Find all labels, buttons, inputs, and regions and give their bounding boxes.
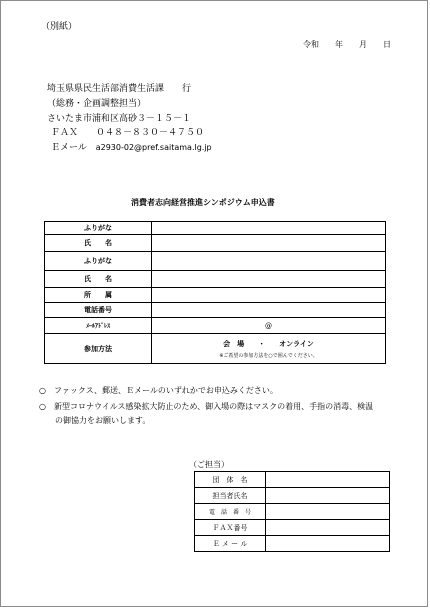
participation-method-field[interactable] <box>152 334 386 364</box>
contact-fax-field[interactable] <box>266 520 390 536</box>
email-address: a2930-02@pref.saitama.lg.jp <box>95 143 212 152</box>
participation-note: ※ご希望の参加方法を○で囲んでください。 <box>219 352 318 359</box>
furigana-field-2[interactable] <box>152 252 386 271</box>
contact-name-field[interactable] <box>266 488 390 504</box>
participation-options: 会 場 ・ オンライン <box>223 339 314 348</box>
table-row <box>195 472 390 488</box>
form-title: 消費者志向経営推進シンポジウム申込書 <box>131 198 275 207</box>
application-form-table <box>44 221 386 364</box>
table-row <box>195 504 390 520</box>
name-field-1[interactable] <box>152 235 386 252</box>
phone-field[interactable] <box>152 303 386 318</box>
row-label: Ｅ メ ー ル <box>195 536 266 552</box>
row-label: 参加方法 <box>45 334 152 364</box>
table-row <box>45 222 386 235</box>
note-line-1: ○ ファックス、郵送、Ｅメールのいずれかでお申込みください。 <box>39 386 278 395</box>
contact-phone-field[interactable] <box>266 504 390 520</box>
contact-email-field[interactable] <box>266 536 390 552</box>
row-label: 電 話 番 号 <box>195 504 266 520</box>
attachment-label: （別紙） <box>41 22 78 32</box>
email-label: Ｅメール <box>51 143 87 153</box>
affiliation-field[interactable] <box>152 288 386 303</box>
row-label: 団 体 名 <box>195 472 266 488</box>
date-line: 令和 年 月 日 <box>303 40 391 49</box>
row-label: 所 属 <box>45 288 152 303</box>
row-label: ふりがな <box>45 252 152 271</box>
table-row <box>195 520 390 536</box>
furigana-field-1[interactable] <box>152 222 386 235</box>
email-line <box>51 140 212 153</box>
row-label: 氏 名 <box>45 271 152 288</box>
table-row <box>45 252 386 271</box>
department: （総務・企画調整担当） <box>47 99 147 109</box>
table-row <box>45 271 386 288</box>
table-row <box>195 488 390 504</box>
note-line-3: の御協力をお願いします。 <box>39 416 151 425</box>
table-row <box>195 536 390 552</box>
row-label: ﾒｰﾙｱﾄﾞﾚｽ <box>45 318 152 334</box>
table-row <box>45 235 386 252</box>
row-label: 氏 名 <box>45 235 152 252</box>
table-row <box>45 303 386 318</box>
name-field-2[interactable] <box>152 271 386 288</box>
email-field[interactable]: @ <box>152 318 386 334</box>
contact-title: （ご担当） <box>189 460 229 469</box>
contact-table <box>194 471 390 552</box>
row-label: 電話番号 <box>45 303 152 318</box>
row-label: ＦＡＸ番号 <box>195 520 266 536</box>
street-address: さいたま市浦和区高砂３－１５－１ <box>47 114 192 124</box>
row-label: ふりがな <box>45 222 152 235</box>
note-line-2: ○ 新型コロナウイルス感染拡大防止のため、御入場の際はマスクの着用、手指の消毒、検温 <box>39 402 374 411</box>
table-row <box>45 318 386 334</box>
fax-number: ＦＡＸ ０４８－８３０－４７５０ <box>51 128 205 138</box>
row-label: 担当者氏名 <box>195 488 266 504</box>
table-row <box>45 334 386 364</box>
table-row <box>45 288 386 303</box>
organization-field[interactable] <box>266 472 390 488</box>
recipient: 埼玉県県民生活部消費生活課 行 <box>47 84 192 94</box>
